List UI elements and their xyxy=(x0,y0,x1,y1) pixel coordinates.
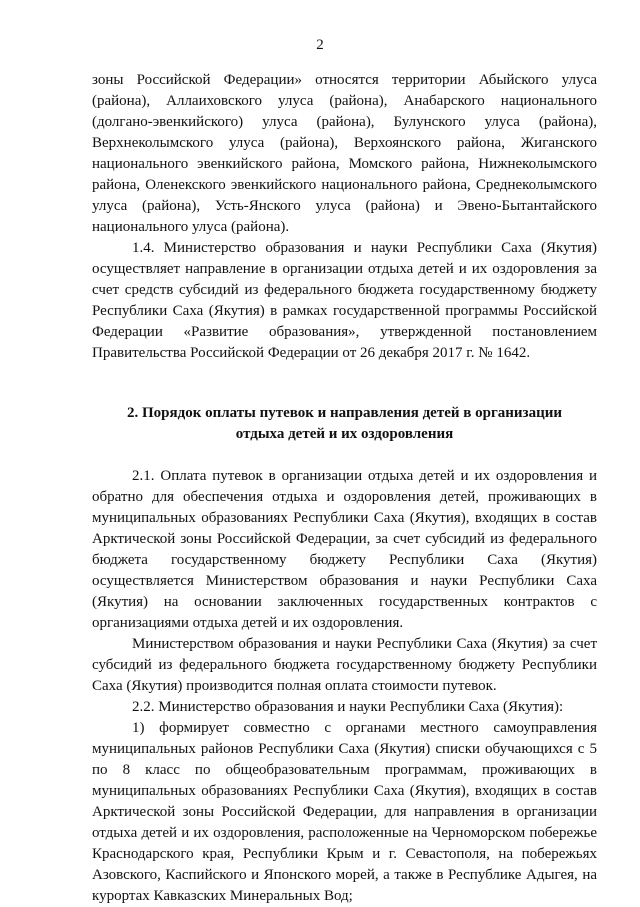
page-number: 2 xyxy=(316,37,324,53)
paragraph-clause-2-2-1: 1) формирует совместно с органами местного самоуправления муниципальных районов Республики Саха (Якутия) списки обучающихся с 5 по 8 класс по общеобразовательным программам, проживающих в муниципальных образованиях Республики Саха (Якутия), входящих в состав Арктической зоны Российской Федерации, для направления в организации отдыха детей и их оздоровления, расположенные на Черноморском побережье Краснодарского края, Республики Крым и г. Севастополя, на побережьях Азовского, Каспийского и Японского морей, а также в Республике Адыгея, на курортах Кавказских Минеральных Вод; xyxy=(92,720,597,904)
section-2-body xyxy=(92,466,597,907)
paragraph-clause-2-1: 2.1. Оплата путевок в организации отдыха детей и их оздоровления и обратно для обеспечения отдыха и оздоровления детей, проживающих в муниципальных образованиях Республики Саха (Якутия), входящих в состав Арктической зоны Российской Федерации, за счет субсидий из федерального бюджета государственному бюджету Республики Саха (Якутия) осуществляется Министерством образования и науки Республики Саха (Якутия) на основании заключенных государственных контрактов с организациями отдыха детей и их оздоровления. xyxy=(92,468,597,631)
paragraph-clause-1-4: 1.4. Министерство образования и науки Республики Саха (Якутия) осуществляет направление в организации отдыха детей и их оздоровления за счет средств субсидий из федерального бюджета государственному бюджету Республики Саха (Якутия) в рамках государственной программы Российской Федерации «Развитие образования», утвержденной постановлением Правительства Российской Федерации от 26 декабря 2017 г. № 1642. xyxy=(92,240,597,361)
paragraph-continuation: зоны Российской Федерации» относятся территории Абыйского улуса (района), Аллаиховского улуса (района), Анабарского национального (долгано-эвенкийского) улуса (района), Булунского улуса (района), Верхнеколымского улуса (района), Верхоянского района, Жиганского национального эвенкийского района, Момского района, Нижнеколымского района, Оленекского эвенкийского национального района, Среднеколымского улуса (района), Усть-Янского улуса (района) и Эвено-Бытантайского национального улуса (района). xyxy=(92,72,597,235)
section-heading xyxy=(92,403,597,445)
paragraph-clause-2-1-b: Министерством образования и науки Республики Саха (Якутия) за счет субсидий из федерального бюджета государственному бюджету Республики Саха (Якутия) производится полная оплата стоимости путевок. xyxy=(92,636,597,694)
document-body xyxy=(92,70,597,907)
section-heading-line-1: 2. Порядок оплаты путевок и направления детей в организации xyxy=(126,405,563,421)
paragraph-clause-2-2: 2.2. Министерство образования и науки Республики Саха (Якутия): xyxy=(132,699,564,715)
section-heading-line-2: отдыха детей и их оздоровления xyxy=(235,426,454,442)
